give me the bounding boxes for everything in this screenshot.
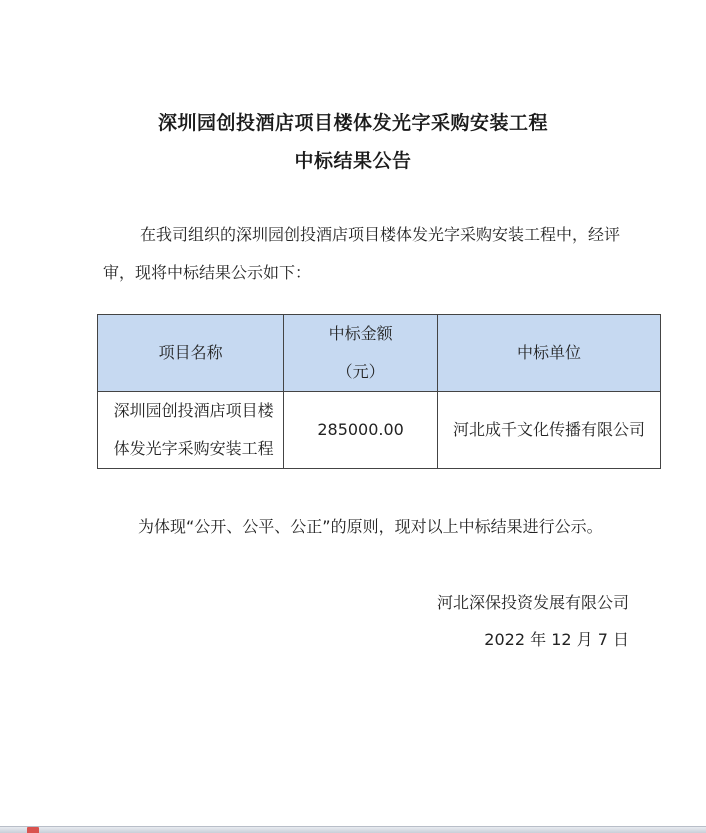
cell-winning-unit: 河北成千文化传播有限公司 xyxy=(437,392,660,469)
cell-amount: 285000.00 xyxy=(284,392,438,469)
header-project-name: 项目名称 xyxy=(98,315,284,392)
header-amount xyxy=(284,315,438,392)
document-title-line-2: 中标结果公告 xyxy=(294,150,412,172)
cell-project-name xyxy=(98,392,284,469)
app-icon[interactable] xyxy=(27,827,39,833)
cell-project-name-line-2: 体发光字采购安装工程 xyxy=(113,439,274,458)
header-amount-line-1: 中标金额 xyxy=(328,324,393,343)
document-title-line-1: 深圳园创投酒店项目楼体发光字采购安装工程 xyxy=(157,112,548,134)
table-row xyxy=(98,392,661,469)
intro-paragraph-line-1: 在我司组织的深圳园创投酒店项目楼体发光字采购安装工程中，经评 xyxy=(140,225,621,244)
signature-date: 2022 年 12 月 7 日 xyxy=(484,630,629,649)
table-header-row xyxy=(98,315,661,392)
header-winning-unit: 中标单位 xyxy=(437,315,660,392)
cell-project-name-line-1: 深圳园创投酒店项目楼 xyxy=(113,401,274,420)
header-amount-line-2: （元） xyxy=(336,362,385,381)
bid-result-table xyxy=(97,314,661,469)
window-bottom-strip xyxy=(0,826,706,833)
signature-company: 河北深保投资发展有限公司 xyxy=(436,593,629,612)
intro-paragraph-line-2: 审，现将中标结果公示如下： xyxy=(103,263,312,282)
closing-paragraph: 为体现“公开、公平、公正”的原则，现对以上中标结果进行公示。 xyxy=(138,517,603,536)
